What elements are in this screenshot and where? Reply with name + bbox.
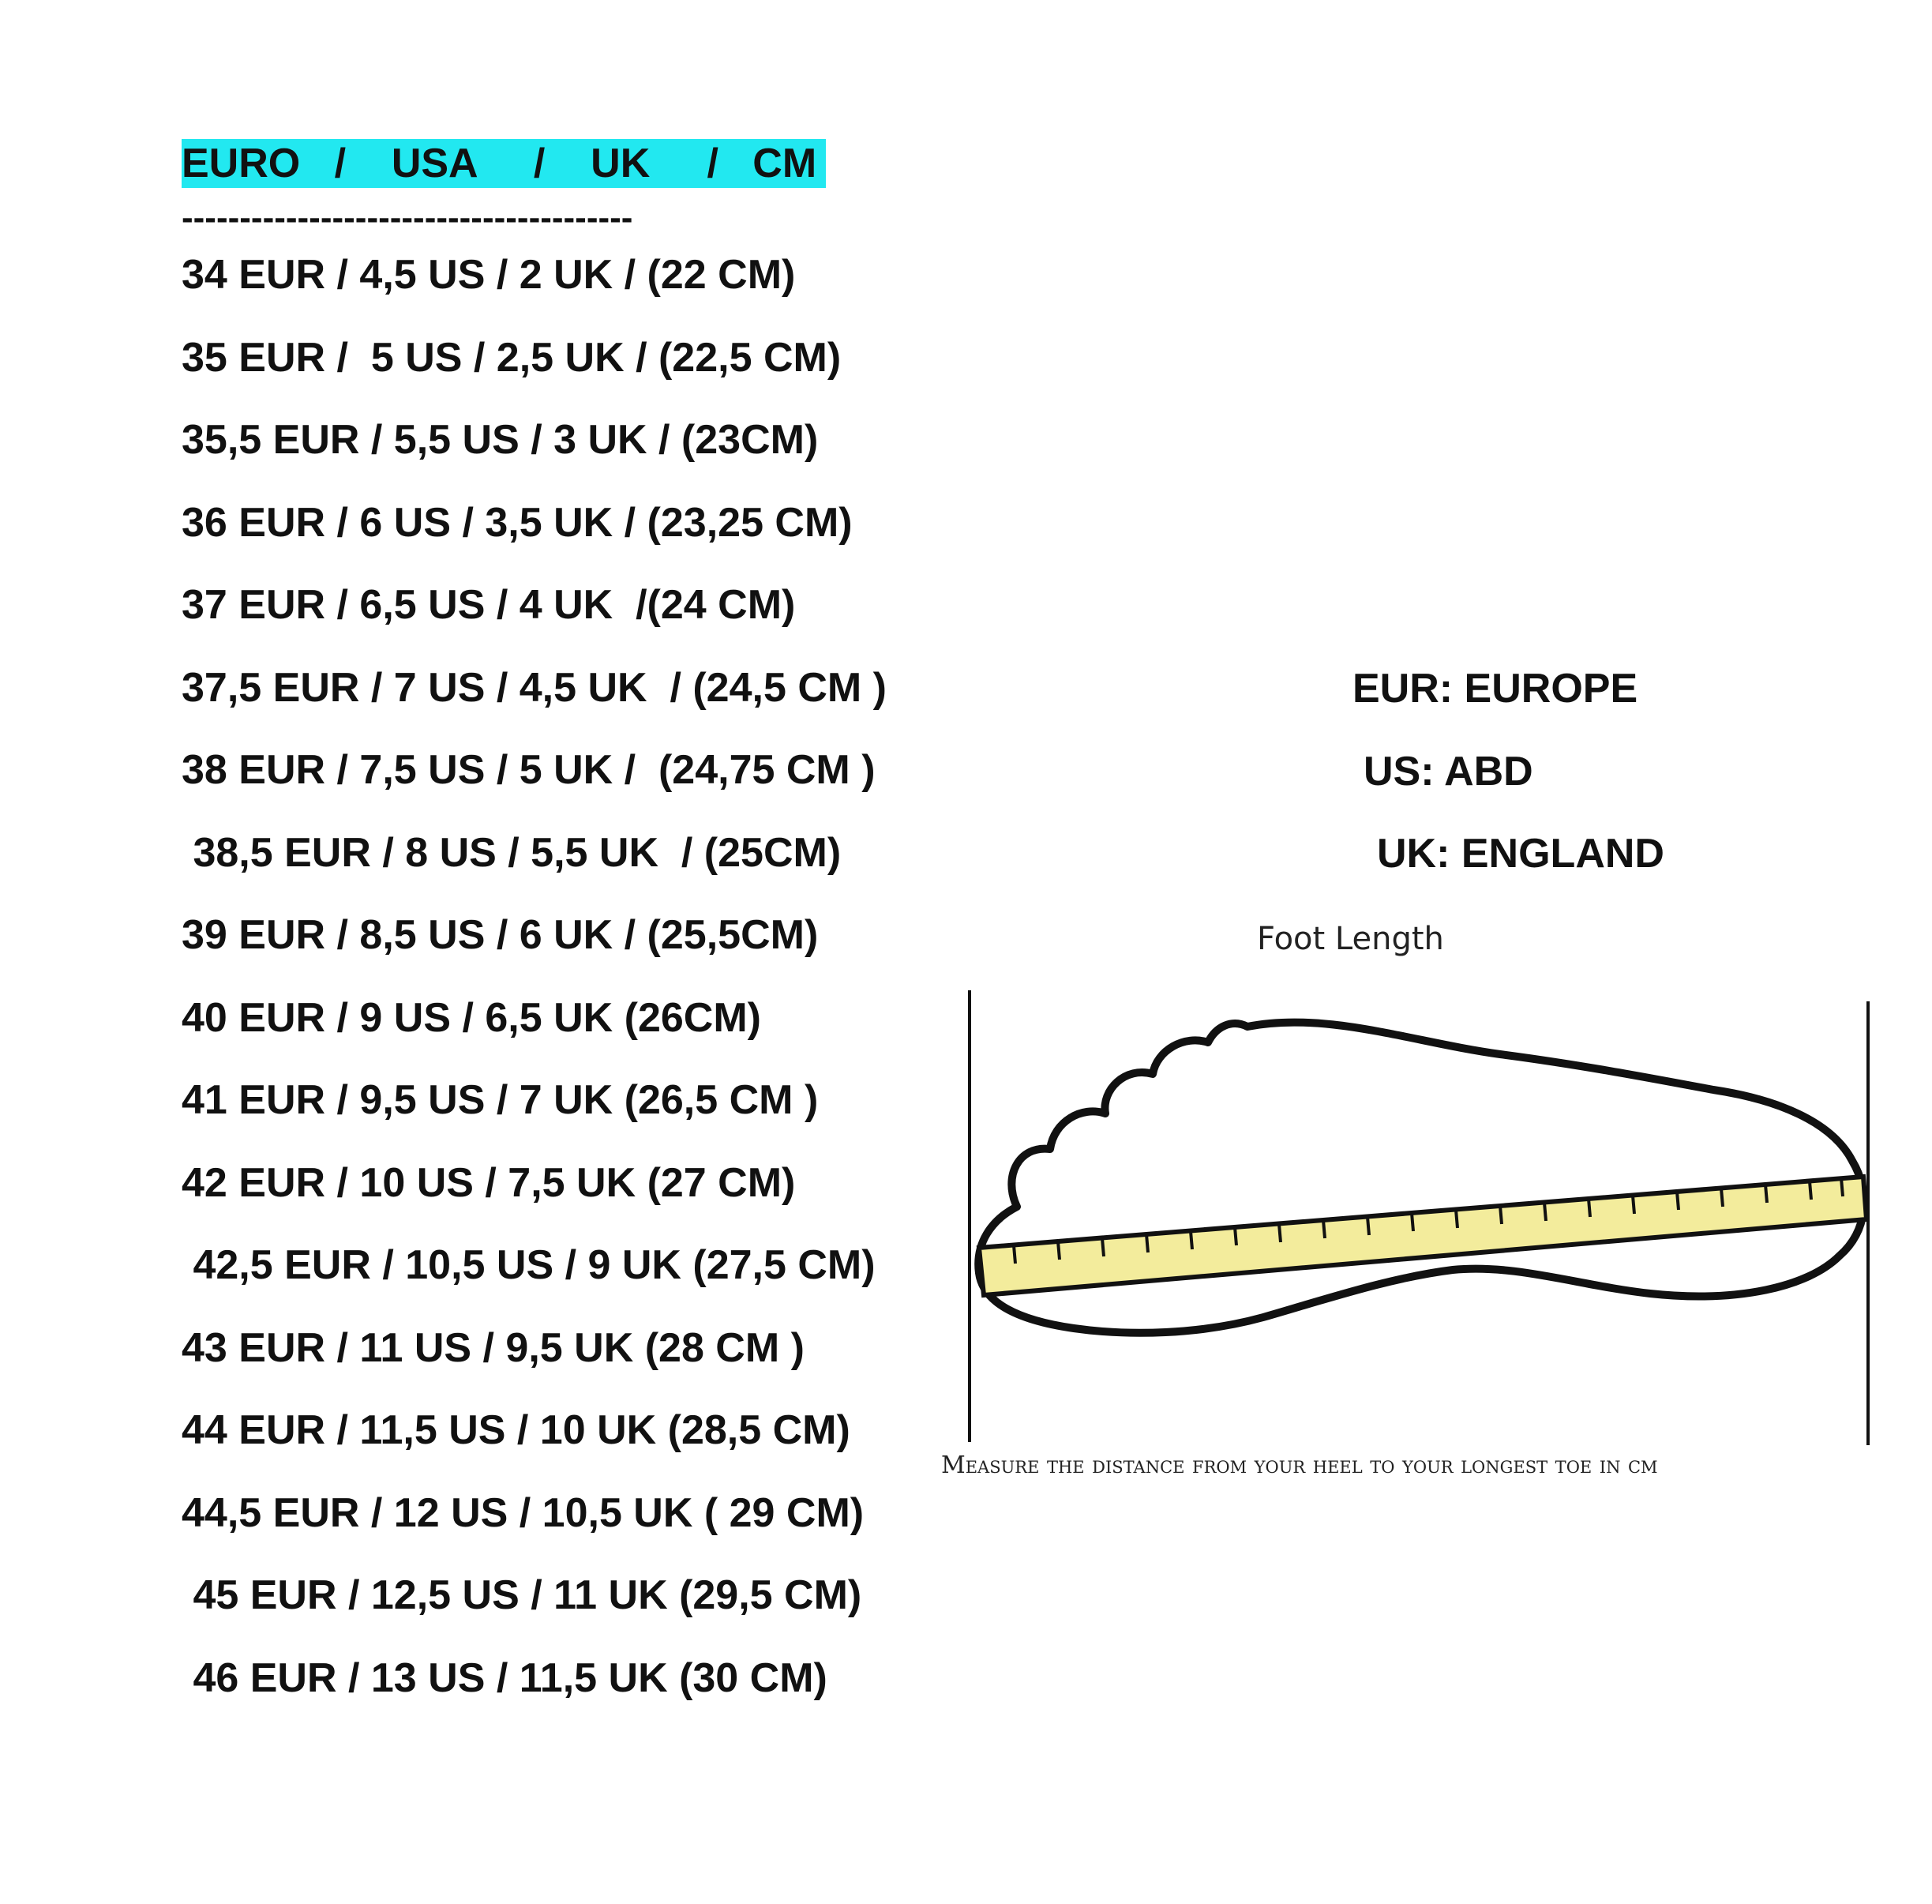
size-row: 41 EUR / 9,5 US / 7 UK (26,5 CM ): [182, 1077, 819, 1123]
size-row: 39 EUR / 8,5 US / 6 UK / (25,5CM): [182, 912, 819, 958]
size-row: 36 EUR / 6 US / 3,5 UK / (23,25 CM): [182, 499, 853, 546]
size-row: 42 EUR / 10 US / 7,5 UK (27 CM): [182, 1159, 796, 1206]
size-row: 34 EUR / 4,5 US / 2 UK / (22 CM): [182, 252, 796, 298]
size-list: [182, 246, 887, 1732]
size-row: 37 EUR / 6,5 US / 4 UK /(24 CM): [182, 582, 796, 628]
size-row: 38,5 EUR / 8 US / 5,5 UK / (25CM): [182, 829, 842, 876]
size-row: 45 EUR / 12,5 US / 11 UK (29,5 CM): [182, 1572, 862, 1618]
size-chart-header: EURO / USA / UK / CM: [182, 139, 826, 188]
measure-caption: Measure the distance from your heel to your longest toe in cm: [941, 1451, 1658, 1479]
legend-eur: EUR: EUROPE: [1352, 666, 1638, 712]
foot-length-title: Foot Length: [1257, 921, 1444, 957]
size-row: 37,5 EUR / 7 US / 4,5 UK / (24,5 CM ): [182, 664, 887, 711]
foot-measure-diagram: [908, 908, 1926, 1500]
legend-us: US: ABD: [1364, 749, 1533, 794]
size-row: 46 EUR / 13 US / 11,5 UK (30 CM): [182, 1654, 827, 1701]
size-row: 44,5 EUR / 12 US / 10,5 UK ( 29 CM): [182, 1489, 865, 1536]
legend-uk: UK: ENGLAND: [1377, 831, 1664, 877]
size-row: 38 EUR / 7,5 US / 5 UK / (24,75 CM ): [182, 747, 876, 793]
size-row: 43 EUR / 11 US / 9,5 UK (28 CM ): [182, 1324, 805, 1371]
header-divider: ---------------------------------------: [182, 198, 633, 237]
size-row: 44 EUR / 11,5 US / 10 UK (28,5 CM): [182, 1407, 850, 1453]
size-row: 35,5 EUR / 5,5 US / 3 UK / (23CM): [182, 417, 819, 463]
size-row: 40 EUR / 9 US / 6,5 UK (26CM): [182, 994, 761, 1041]
size-row: 35 EUR / 5 US / 2,5 UK / (22,5 CM): [182, 334, 842, 381]
size-row: 42,5 EUR / 10,5 US / 9 UK (27,5 CM): [182, 1242, 876, 1288]
